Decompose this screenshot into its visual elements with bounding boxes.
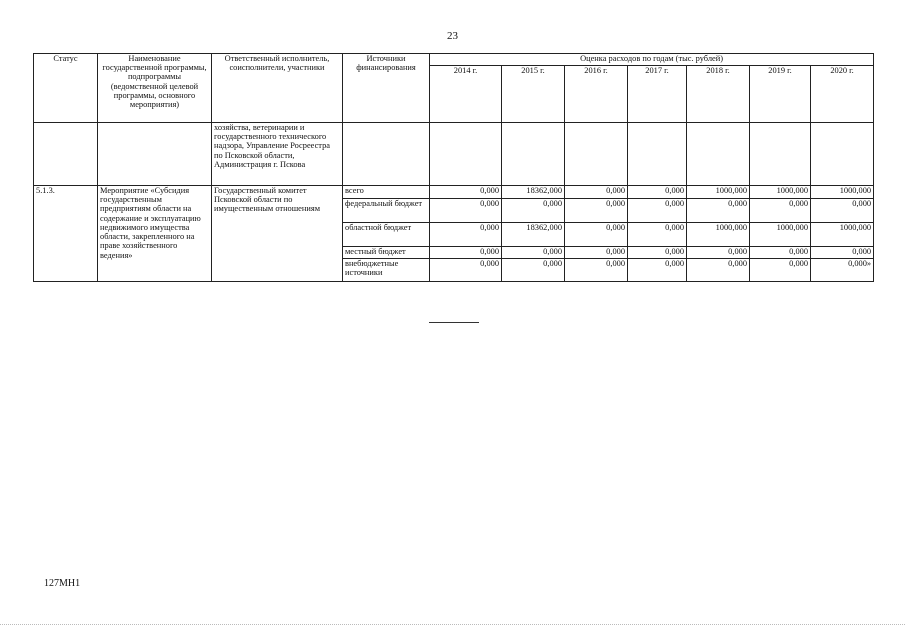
value-cell: 0,000 xyxy=(687,199,750,223)
value-cell: 0,000 xyxy=(628,223,687,247)
value-cell: 0,000 xyxy=(430,223,502,247)
value-cell: 18362,000 xyxy=(502,186,565,199)
header-year: 2017 г. xyxy=(628,66,687,123)
value-cell: 0,000 xyxy=(502,259,565,282)
value-cell: 0,000 xyxy=(811,199,874,223)
value-cell: 1000,000 xyxy=(750,186,811,199)
value-cell: 0,000 xyxy=(687,247,750,259)
value-cell: 0,000 xyxy=(565,199,628,223)
header-status: Статус xyxy=(34,54,98,123)
value-cell: 0,000 xyxy=(565,247,628,259)
value-cell: 0,000 xyxy=(811,247,874,259)
value-cell: 1000,000 xyxy=(687,223,750,247)
header-row-1 xyxy=(34,54,874,66)
value-cell: 0,000 xyxy=(565,186,628,199)
value-cell: 0,000 xyxy=(565,259,628,282)
end-divider xyxy=(429,322,479,323)
document-code: 127МН1 xyxy=(44,578,81,589)
value-cell: 0,000 xyxy=(430,186,502,199)
source-label: федеральный бюджет xyxy=(343,199,430,223)
source-label: областной бюджет xyxy=(343,223,430,247)
budget-table xyxy=(33,53,874,282)
value-cell: 0,000 xyxy=(628,247,687,259)
value-cell: 0,000 xyxy=(750,199,811,223)
value-cell: 1000,000 xyxy=(811,186,874,199)
measure-status: 5.1.3. xyxy=(34,186,98,282)
value-cell: 1000,000 xyxy=(687,186,750,199)
header-year: 2016 г. xyxy=(565,66,628,123)
value-cell: 18362,000 xyxy=(502,223,565,247)
continuation-responsible: хозяйства, ветеринарии и государственного технического надзора, Управление Росреестра по Псковской области, Администрация г. Пскова xyxy=(212,123,343,186)
value-cell: 0,000 xyxy=(628,186,687,199)
value-cell: 1000,000 xyxy=(750,223,811,247)
value-cell: 0,000» xyxy=(811,259,874,282)
value-cell: 0,000 xyxy=(565,223,628,247)
value-cell: 0,000 xyxy=(750,247,811,259)
value-cell: 0,000 xyxy=(502,247,565,259)
value-cell: 0,000 xyxy=(502,199,565,223)
measure-responsible: Государственный комитет Псковской области по имущественным отношениям xyxy=(212,186,343,282)
header-year: 2018 г. xyxy=(687,66,750,123)
header-responsible: Ответственный исполнитель, соисполнители, участники xyxy=(212,54,343,123)
value-cell: 0,000 xyxy=(750,259,811,282)
header-year: 2019 г. xyxy=(750,66,811,123)
header-sources: Источники финансирования xyxy=(343,54,430,123)
scan-edge xyxy=(0,624,905,625)
header-year: 2020 г. xyxy=(811,66,874,123)
table-row xyxy=(34,186,874,199)
header-year: 2014 г. xyxy=(430,66,502,123)
header-estimate: Оценка расходов по годам (тыс. рублей) xyxy=(430,54,874,66)
value-cell: 1000,000 xyxy=(811,223,874,247)
source-label: внебюджетные источники xyxy=(343,259,430,282)
header-name: Наименование государственной программы, подпрограммы (ведомственной целевой программы, основного мероприятия) xyxy=(98,54,212,123)
value-cell: 0,000 xyxy=(628,199,687,223)
header-year: 2015 г. xyxy=(502,66,565,123)
page-number: 23 xyxy=(447,30,458,42)
value-cell: 0,000 xyxy=(430,199,502,223)
measure-name: Мероприятие «Субсидия государственным предприятиям области на содержание и эксплуатацию недвижимого имущества области, закрепленного на праве хозяйственного ведения» xyxy=(98,186,212,282)
value-cell: 0,000 xyxy=(430,259,502,282)
continuation-row xyxy=(34,123,874,186)
source-label: местный бюджет xyxy=(343,247,430,259)
value-cell: 0,000 xyxy=(430,247,502,259)
value-cell: 0,000 xyxy=(687,259,750,282)
source-label: всего xyxy=(343,186,430,199)
value-cell: 0,000 xyxy=(628,259,687,282)
